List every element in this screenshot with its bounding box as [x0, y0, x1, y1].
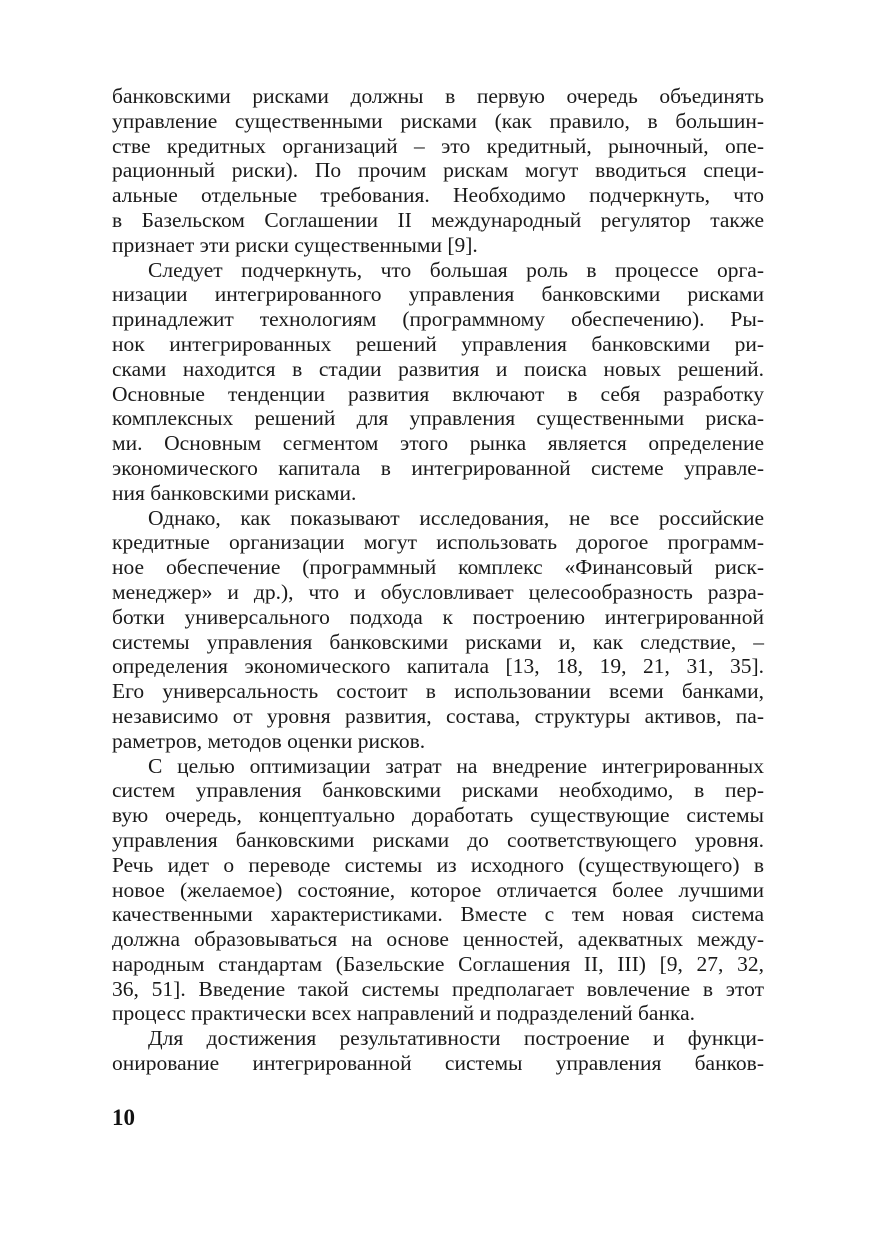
text-line: Для достижения результативности построение и функци- — [148, 1026, 764, 1051]
page-number: 10 — [112, 1105, 135, 1130]
text-line: банковскими рисками должны в первую очередь объединять — [112, 84, 764, 108]
text-line: низации интегрированного управления банковскими рисками — [112, 282, 764, 307]
text-line: экономического капитала в интегрированной системе управле- — [112, 455, 764, 480]
text-line: новое (желаемое) состояние, которое отличается более лучшими — [112, 877, 764, 902]
text-line: комплексных решений для управления существенными риска- — [112, 406, 764, 431]
text-line: систем управления банковскими рисками необходимо, в пер- — [112, 778, 764, 803]
text-line: сками находится в стадии развития и поиска новых решений. — [112, 356, 764, 381]
text-line: нок интегрированных решений управления банковскими ри- — [112, 331, 764, 356]
text-line: процесс практически всех направлений и подразделений банка. — [112, 1001, 696, 1026]
text-line: ния банковскими рисками. — [112, 480, 357, 505]
text-line: Речь идет о переводе системы из исходного (существующего) в — [112, 852, 764, 877]
paragraph-3 — [112, 506, 764, 754]
text-line: управления банковскими рисками до соответствующего уровня. — [112, 827, 764, 852]
paragraph-4 — [112, 754, 764, 1027]
text-line: должна образовываться на основе ценностей, адекватных между- — [112, 927, 764, 952]
text-line: управление существенными рисками (как правило, в большин- — [112, 108, 764, 133]
paragraph-2 — [112, 258, 764, 506]
text-line: стве кредитных организаций – это кредитный, рыночный, опе- — [112, 133, 764, 158]
text-line: ное обеспечение (программный комплекс «Финансовый риск- — [112, 555, 764, 580]
text-line: вую очередь, концептуально доработать существующие системы — [112, 803, 764, 828]
text-line: Основные тенденции развития включают в себя разработку — [112, 381, 764, 406]
paragraph-5 — [112, 1026, 764, 1076]
body-text — [112, 84, 764, 1076]
text-line: ботки универсального подхода к построению интегрированной — [112, 604, 764, 629]
text-line: определения экономического капитала [13, 18, 19, 21, 31, 35]. — [112, 654, 764, 679]
text-line: признает эти риски существенными [9]. — [112, 232, 478, 257]
text-line: онирование интегрированной системы управления банков- — [112, 1051, 764, 1076]
text-line: качественными характеристиками. Вместе с тем новая система — [112, 902, 764, 927]
text-line: раметров, методов оценки рисков. — [112, 728, 426, 753]
text-line: ми. Основным сегментом этого рынка является определение — [112, 431, 764, 456]
text-line: 36, 51]. Введение такой системы предполагает вовлечение в этот — [112, 976, 764, 1001]
text-line: принадлежит технологиям (программному обеспечению). Ры- — [112, 307, 764, 332]
text-line: системы управления банковскими рисками и, как следствие, – — [112, 629, 764, 654]
text-line: альные отдельные требования. Необходимо подчеркнуть, что — [112, 183, 764, 208]
text-line: народным стандартам (Базельские Соглашения II, III) [9, 27, 32, — [112, 951, 764, 976]
text-line: независимо от уровня развития, состава, структуры активов, па- — [112, 703, 764, 728]
text-line: Следует подчеркнуть, что большая роль в процессе орга- — [148, 257, 764, 282]
text-line: кредитные организации могут использовать дорогое программ- — [112, 530, 764, 555]
text-line: в Базельском Соглашении II международный регулятор также — [112, 207, 764, 232]
text-line: С целью оптимизации затрат на внедрение интегрированных — [148, 753, 764, 778]
text-line: рационный риски). По прочим рискам могут вводиться специ- — [112, 158, 764, 183]
text-line: менеджер» и др.), что и обусловливает целесообразность разра- — [112, 579, 764, 604]
text-line: Его универсальность состоит в использовании всеми банками, — [112, 679, 764, 704]
paragraph-1 — [112, 84, 764, 258]
text-line: Однако, как показывают исследования, не все российские — [148, 505, 764, 530]
